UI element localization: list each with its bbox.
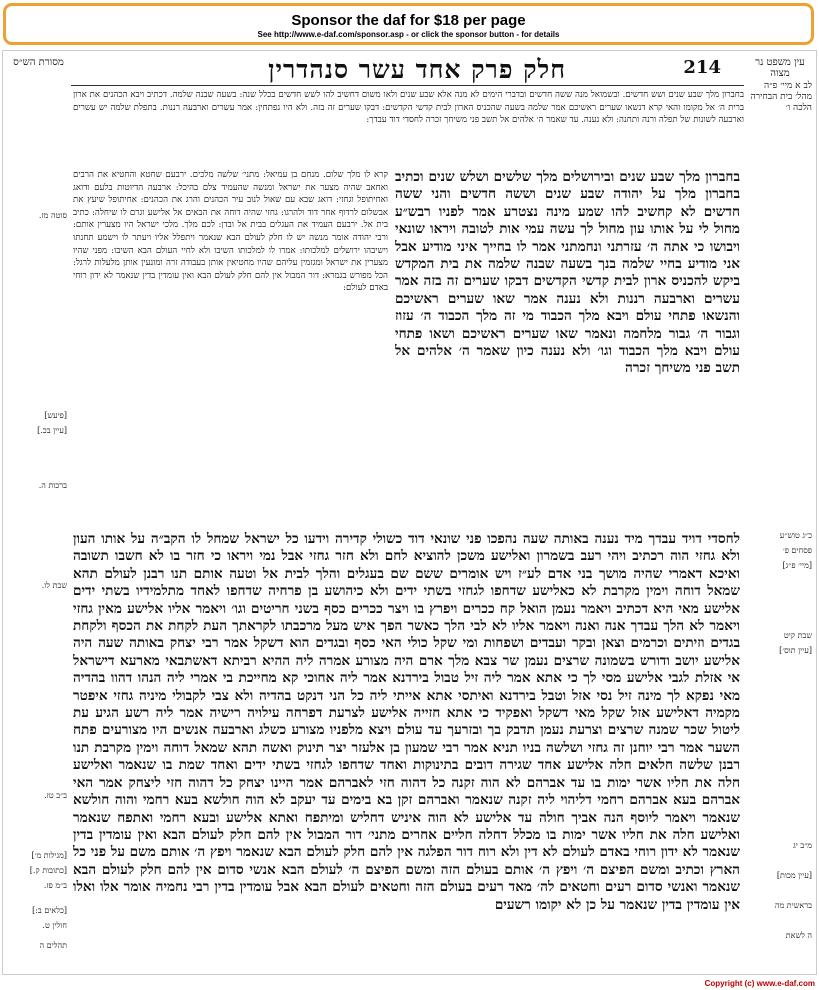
gemara-text-main: לחסדי דויד עבדך מיד נענה באותה שעה נהפכו פני שונאי דוד כשולי קדירה וידעו כל ישראל שמחל לו הקב״ה על אותו העון ולא גחזי הוה רכתיב ויהי רעב בשמרון ואלישע משכן להוציא לחם ולא חזר גחזי אבל נמי ויראו כי חזר בו לא חשבו תשובה ואיכא דאמרי שהיה מושך בני אדם לע״ז ויש אומרים ששם שם בעגלים והלך לבית אל וטעה אותם תנו רבנן לעולם תהא שמאל דוחה וימין מקרבת לא כאלישע שדחפו לגחזי בשתי ידים ולא כיהושע בן פרחיה שדחפו לאחד מתלמידיו בשתי ידים אלישע מאי היא דכתיב ויאמר נעמן הואל קח ככרים ויפרץ בו ויצר ככרים כסף בשני חריטים וגו׳ ויאמר אליו אלישע מאין גחזי ויאמר לא הלך עבדך אנה ואנה ויאמר אליו לא לבי הלך כאשר הפך איש מעל מרכבתו לקראתך העת לקחת את הכסף ולקחת בגדים וזיתים וכרמים וצאן ובקר ועבדים ושפחות ומי שקל כולי האי כסף ובגדים הוא דשקל אמר רבי יצחק באותה שעה היה אלישע יושב ודורש בשמונה שרצים נעמן שר צבא מלך ארם היה מצורע אמרה ליה ההיא רביתא דאשתבאי מארעא דישראל אי אזלת לגבי אלישע מסי לך כי אתא אמר ליה זיל טבול בירדנא אמר ליה אחוכי קא מחייכת בי אמרי ליה הנהו דהוו בהדיה מאי נפקא לך מינה זיל נסי אזל וטבל בירדנא ואיתסי אתא אייתי ליה כל הני דנקט בהדיה ולא צבי לקבולי מיניה גחזי איפטר מקמיה דאלישע אזל שקל מאי דשקל ואפקיד כי אתא חזייה אלישע לצרעת דפרחה עילויה רישיה אמר ליה רשע הגיע עת ליטול שכר שמנה שרצים וצרעת נעמן תדבק בך ובזרעך עד עולם ויצא מלפניו מצורע כשלג וארבעה אנשים היו מצורעים פתח השער אמר רבי יוחנן זה גחזי ושלשה בניו תניא אמר רבי שמעון בן אלעזר יצר תינוק ואשה תהא שמאל דוחה וימין מקרבת תנו רבנן שלשה חלאים חלה אלישע אחד שגירה דובים בתינוקות ואחד שדחפו לגחזי בשתי ידים ואחד שמת בו שנאמר ואלישע חלה את חליו אשר ימות בו עד אברהם לא הוה זקנה כל דהוה חזי לאברהם אמר היינו יצחק כל דהוה חזי ליצחק אמר האי אברהם בעא אברהם רחמי דליהוי ליה זקנה שנאמר ואברהם זקן בא בימים עד יעקב לא הוה חולשא בעא רחמי והוה חולשא שנאמר ויאמר ליוסף הנה אביך חולה עד אלישע לא הוה איניש דחליש ומיתפח ואתא אלישע ובעא רחמי ואתפח שנאמר ואלישע חלה את חליו אשר ימות בו מכלל דחלה חליים אחרים מתני׳ דור המבול אין להם חלק לעולם הבא ואין עומדין בדין שנאמר לא ידון רוחי באדם לעולם לא דין ולא רוח דור הפלגה אין להם חלק לעולם הבא שנאמר ויפץ ה׳ אותם משם על פני כל הארץ וכתיב ומשם הפיצם ה׳ ויפץ ה׳ אותם בעולם הזה ומשם הפיצם ה׳ לעולם הבא אנשי סדום אין להם חלק לעולם הבא שנאמר ואנשי סדום רעים וחטאים לה׳ מאד רעים בעולם הזה וחטאים לעולם הבא אבל עומדין בדין רבי נחמיה אומר אלו ואלו אין עומדין בדין שנאמר על כן לא יקומו רשעים	[73, 531, 740, 913]
margin-note-right: פסחים פ׳	[782, 546, 812, 555]
page-number: 214	[683, 57, 721, 78]
margin-note-left: תהלים ה	[39, 941, 67, 950]
margin-note-left: סוטה מז.	[38, 211, 67, 220]
margin-note-left: [מגילות מ׳]	[31, 851, 67, 860]
margin-note-left: [כתובות ק.]	[29, 866, 67, 875]
sponsor-title[interactable]: Sponsor the daf for $18 per page	[291, 12, 526, 29]
title-divider	[71, 85, 744, 86]
margin-note-left: [עיין בכ.]	[37, 426, 67, 435]
margin-note-left: חולין ט.	[42, 921, 67, 930]
gemara-text-top: בחברון מלך שבע שנים ובירושלים מלך שלשים ושלש שנים וכתיב בחברון מלך על יהודה שבע שנים וששה חדשים והני ששה חדשים לא קחשיב להו שמע מינה נצטרע אמר לפניו רבש״ע מחול לי על אותו עון מחול לך עשה עמי אות לטובה ויראו שונאי ויבושו כי אתה ה׳ עזרתני ונחמתני אמר לו בחייך איני מודיע אבל אני מודיע בחיי שלמה בנך בשעה שבנה שלמה את בית המקדש ביקש להכניס ארון לבית קדשי הקדשים דבקו שערים זה בזה אמר עשרים וארבעה רננות ולא נענה אמר שאו שערים ראשיכם והנשאו פתחי עולם ויבא מלך הכבוד מי זה מלך הכבוד ה׳ עזוז וגבור ה׳ גבור מלחמה ונאמר שאו שערים ראשיכם ושאו פתחי עולם ויבא מלך הכבוד וגו׳ ולא נענה כיון שאמר ה׳ אלהים אל תשב פני משיחך זכרה	[395, 169, 740, 377]
margin-note-left: ב״מ פז.	[43, 881, 67, 890]
margin-note-left: שבת לו.	[41, 581, 67, 590]
ein-mishpat-header: עין משפט נר מצוה	[755, 57, 805, 79]
margin-note-left: [כלאים ב:]	[32, 906, 67, 915]
margin-note-right: שבת קיט	[783, 631, 812, 640]
sponsor-subtitle[interactable]: See http://www.e-daf.com/sponsor.asp - or click the sponsor button - for details	[257, 30, 560, 39]
margin-note-right: בראשית מה	[774, 901, 812, 910]
margin-note-right: [מיי׳ פ״ג]	[782, 561, 812, 570]
margin-note-right: כ״ג טוש״ע	[779, 531, 812, 540]
ein-mishpat-note: לב א מיי׳ פ״ה מהל׳ בית הבחירה הלכה ו׳	[750, 81, 812, 113]
rashi-commentary-side: קרא לו מלך שלום. מנחם בן עמיאל: מתני׳ שלשה מלכים. ירבעם שחטא והחטיא את הרבים ואחאב שהיה מצער את ישראל ומנשה שהעמיד צלם בהיכל: ארבעה הדיוטות בלעם ודואג ואחיתופל וגחזי: דואג שבא עם שאול לנוב עיר הכהנים והרג את הכהנים: אחיתופל שיעץ את אבשלום לרדוף אחר דוד ולהרגו: גחזי שהיה דוחה את הבאים אל אלישע וגרם לו שיחלה: כתיב בית אל. ירבעם העמיד את העגלים בבית אל ובדן: לכם מלך. מלכי ישראל היו מצערין אותם: ורבי יהודה אומר מנשה יש לו חלק לעולם הבא שנאמר ויתפלל אליו ויעתר לו וישמע תחנתו וישיבהו ירושלים למלכותו: אמרו לו למלכותו השיבו ולא לחיי העולם הבא השיבו: מפני שהיו מצערין את ישראל ומגזמין עליהם שהיו מחטיאין אותן בעבודה זרה ומונעין אותן מלעלות לרגל: הכל מפורש בגמרא: דור המבול אין להם חלק לעולם הבא ואין עומדין בדין שנאמר לא ידון רוחי באדם לעולם:	[73, 170, 388, 294]
copyright-notice: Copyright (c) www.e-daf.com	[704, 979, 815, 988]
rashi-commentary-top: בחברון מלך שבע שנים ושש חדשים. ובשמואל מנה ששה חדשים ובדברי הימים לא מנה אלא שבע שנים ולאו משום דחשיב להו לשש חדשים בכלל שנה: בשעה שבנה שלמה. דכתיב ויבא הכהנים את ארון ברית ה׳ אל מקומו והאי קרא דנשאו שערים ראשיכם אמר שלמה בשעה שהכניס הארון לבית קדשי הקדשים: דבקו שערים זה בזה. ולא היו נפתחין: אמר עשרים וארבעה רננות. בתפלת שלמה יש עשרים וארבעה לשונות של תפלה ורנה ותחנה: ולא נענה. עד שאמר ה׳ אלהים אל תשב פני משיחך זכרה לחסדי דוד עבדך:	[73, 90, 744, 126]
margin-note-right: ה לשאת	[785, 931, 812, 940]
mesoret-header: מסורת הש״ס	[13, 57, 64, 68]
sponsor-banner[interactable]	[3, 3, 814, 45]
margin-note-left: [פיעש]	[44, 411, 67, 420]
margin-note-right: [עיין תוס׳]	[779, 646, 812, 655]
margin-note-left: ברכות ה.	[38, 481, 67, 490]
talmud-page	[2, 50, 817, 975]
margin-note-left: ב״ב טז.	[44, 791, 67, 800]
margin-note-right: מ״ב יג	[793, 841, 812, 850]
page-title: חלק פרק אחד עשר סנהדרין	[268, 55, 566, 84]
margin-note-right: [עיין מכות]	[776, 871, 812, 880]
